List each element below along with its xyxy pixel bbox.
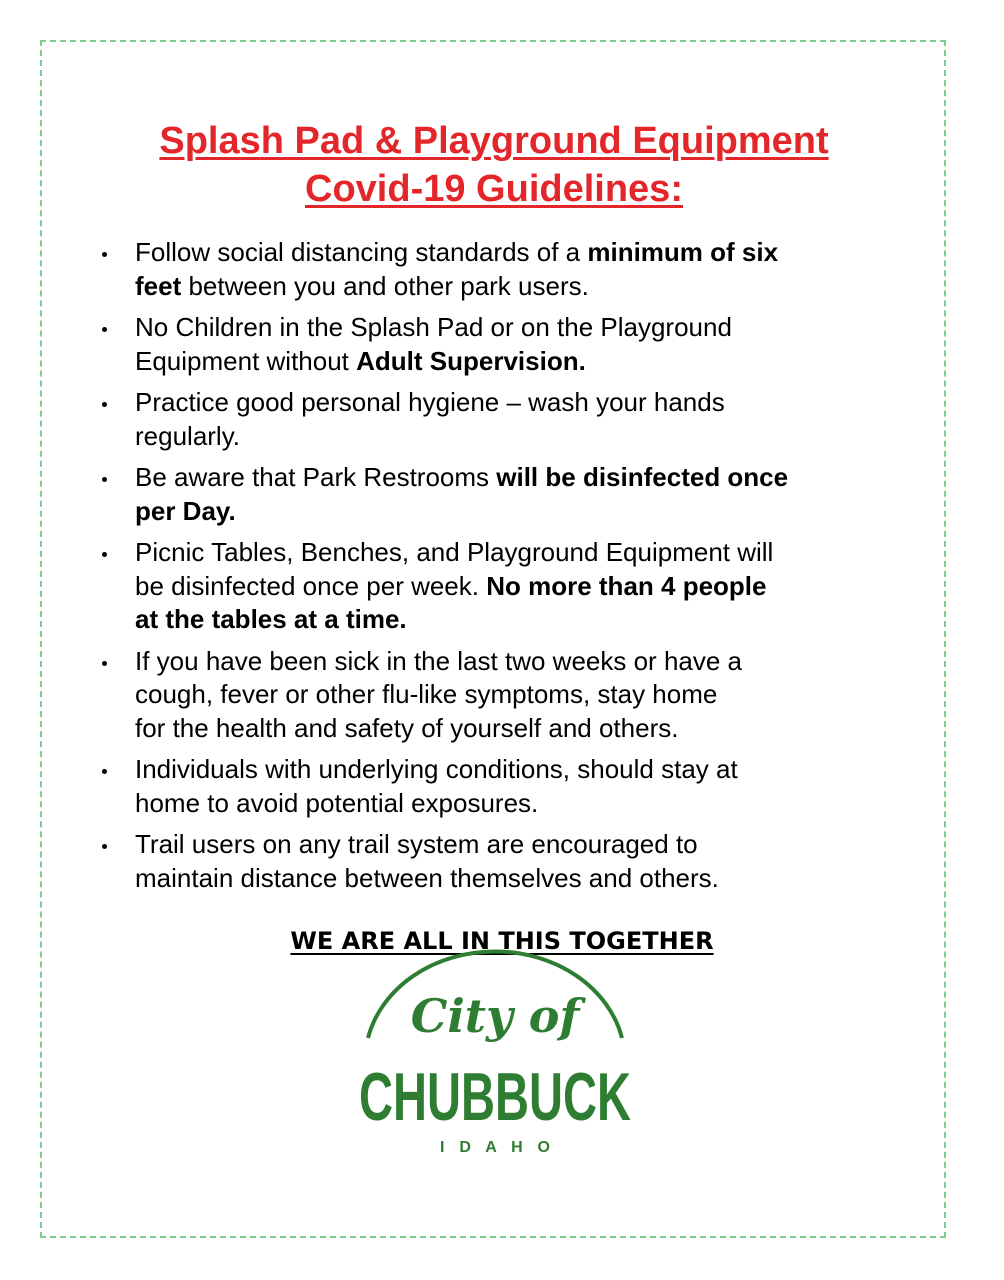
guideline-item	[100, 311, 890, 378]
guideline-text: Equipment without	[135, 345, 357, 376]
guideline-item	[100, 536, 890, 637]
guideline-bold-text: Adult Supervision.	[356, 345, 586, 376]
bullet-dot-icon	[102, 477, 107, 482]
guideline-text: Trail users on any trail system are encouraged to	[135, 829, 698, 859]
logo-script-text: City of	[410, 989, 580, 1043]
guideline-item	[100, 386, 890, 453]
guideline-text: home to avoid potential exposures.	[135, 787, 539, 818]
guideline-text: maintain distance between themselves and others.	[135, 862, 719, 893]
guideline-bold-text: will be disinfected once	[496, 462, 789, 492]
title-line-2: Covid-19 Guidelines:	[305, 168, 683, 210]
logo-main-text: CHUBBUCK	[359, 1059, 631, 1135]
guideline-text: regularly.	[135, 420, 241, 451]
guideline-bold-text: feet	[135, 270, 182, 301]
guideline-item	[100, 236, 890, 303]
guideline-bold-text: per Day.	[135, 495, 236, 526]
guideline-text: between you and other park users.	[181, 270, 589, 301]
bullet-dot-icon	[102, 252, 107, 257]
guideline-bold-text: No more than 4 people	[486, 570, 767, 601]
city-logo	[350, 970, 640, 1160]
together-slogan: WE ARE ALL IN THIS TOGETHER	[290, 927, 714, 955]
guideline-text: cough, fever or other flu-like symptoms, stay home	[135, 679, 718, 709]
guideline-text: Follow social distancing standards of a	[135, 237, 588, 267]
logo-state-text: I D A H O	[440, 1139, 550, 1156]
guideline-text: Be aware that Park Restrooms	[135, 462, 497, 492]
guideline-text: No Children in the Splash Pad or on the Playground	[135, 312, 732, 342]
guideline-item	[100, 828, 890, 895]
title-line-1: Splash Pad & Playground Equipment	[159, 120, 829, 162]
bullet-dot-icon	[102, 552, 107, 557]
bullet-dot-icon	[102, 327, 107, 332]
guideline-text: If you have been sick in the last two weeks or have a	[135, 645, 743, 676]
guideline-text: for the health and safety of yourself and others.	[135, 712, 679, 743]
guideline-text: Practice good personal hygiene – wash your hands	[135, 387, 725, 417]
bullet-dot-icon	[102, 844, 107, 849]
bullet-dot-icon	[102, 402, 107, 407]
guideline-text: be disinfected once per week.	[135, 570, 487, 601]
guideline-item	[100, 645, 890, 746]
guideline-item	[100, 753, 890, 820]
guideline-text: Individuals with underlying conditions, should stay at	[135, 754, 738, 784]
bullet-dot-icon	[102, 769, 107, 774]
guideline-list	[100, 236, 890, 903]
bullet-dot-icon	[102, 661, 107, 666]
guideline-bold-text: minimum of six	[587, 237, 779, 267]
guideline-item	[100, 461, 890, 528]
guideline-bold-text: at the tables at a time.	[135, 604, 407, 634]
guideline-text: Picnic Tables, Benches, and Playground Equipment will	[135, 537, 774, 567]
